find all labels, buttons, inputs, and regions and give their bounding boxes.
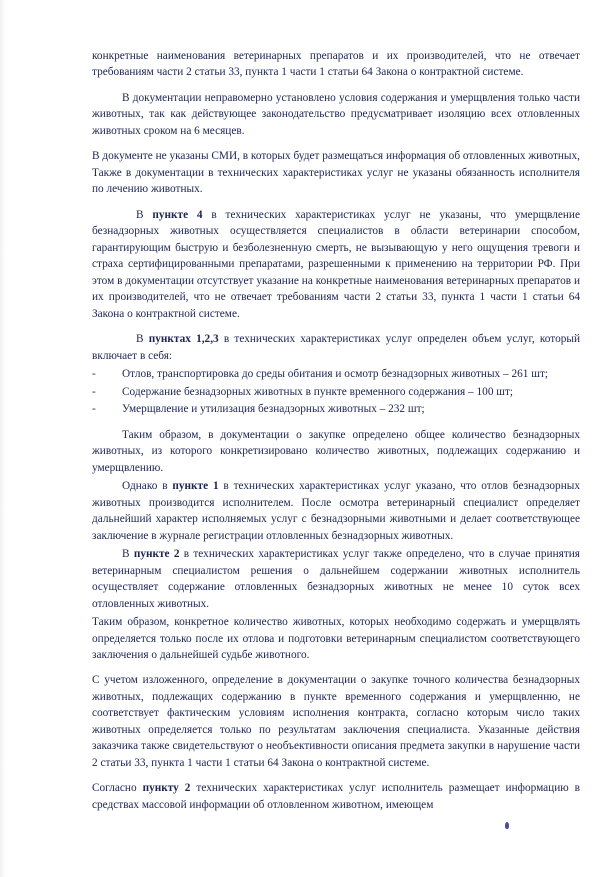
body-text: В xyxy=(122,548,134,561)
list-item xyxy=(92,401,580,417)
paragraph-10 xyxy=(92,672,580,771)
body-text: технических характеристиках услуг исполнитель размещает информацию в средствах массовой информации об отловленном животном, имеющем xyxy=(92,782,580,811)
body-text: Таким образом, конкретное количество животных, которых необходимо содержать и умерщвлять определяется только после их отлова и подготовки ветеринарным специалистом соответствующего заключения о дальнейшей судьбе животного. xyxy=(92,616,580,661)
list-item xyxy=(92,366,580,382)
list-dash: - xyxy=(92,368,96,381)
list-item-text: Отлов, транспортировка до среды обитания и осмотр безнадзорных животных – 261 шт; xyxy=(122,368,549,381)
emphasis-text: пункте 4 xyxy=(152,208,203,221)
body-text: С учетом изложенного, определение в документации о закупке точного количества безнадзорных животных, подлежащих содержанию в пункте временного содержания и умерщвленню, не соответствует фактическим условиям исполнения контракта, согласно которым число таких животных определяется только по результатам заключения специалиста. Указанные действия заказчика также свидетельствуют о необъективности описания предмета закупки в нарушение части 2 статьи 33, пункта 1 части 1 статьи 64 Закона о контрактной системе. xyxy=(92,674,580,769)
services-list xyxy=(92,366,580,417)
body-text: В документации неправомерно установлено условия содержания и умерщвления только части животных, так как действующее законодательство предусматривает изоляцию всех отловленных животных сроком на 6 месяцев. xyxy=(92,91,580,137)
body-text: Согласно xyxy=(92,782,143,795)
body-text: Однако в xyxy=(122,480,173,493)
body-text: В документе не указаны СМИ, в которых будет размещаться информация об отловленных животных, Также в документации в технических характеристиках услуг не указаны обязанность исполнителя по лечению животных. xyxy=(92,150,580,196)
paragraph-5 xyxy=(92,331,580,364)
emphasis-text: пункте 1 xyxy=(172,480,219,493)
body-text: В xyxy=(136,208,153,221)
document-body xyxy=(92,48,580,813)
paragraph-4 xyxy=(92,207,580,322)
paragraph-7 xyxy=(92,478,580,544)
paragraph-11 xyxy=(92,780,580,813)
ink-mark xyxy=(505,822,509,829)
paragraph-1 xyxy=(92,48,580,81)
paragraph-8 xyxy=(92,546,580,612)
emphasis-text: пункте 2 xyxy=(133,548,180,561)
paragraph-9 xyxy=(92,614,580,663)
paragraph-6 xyxy=(92,427,580,476)
emphasis-text: пункту 2 xyxy=(142,782,191,795)
body-text: в технических характеристиках услуг определен объем услуг, который включает в себя: xyxy=(92,333,581,362)
body-text: конкретные наименования ветеринарных препаратов и их производителей, что не отвечает требованиям части 2 статьи 33, пункта 1 части 1 статьи 64 Закона о контрактной системе. xyxy=(92,50,580,79)
list-dash: - xyxy=(92,403,96,416)
paragraph-2 xyxy=(92,90,580,139)
body-text: в технических характеристиках услуг указано, что отлов безнадзорных животных производится исполнителем. После осмотра ветеринарный специалист определяет дальнейший характер исполняемых услуг с безнадзорными животными и делает соответствующее заключение в журнале регистрации отловленных безнадзорных животных. xyxy=(92,480,580,542)
body-text: Таким образом, в документации о закупке определено общее количество безнадзорных животных, из которого конкретизировано количество животных, подлежащих содержанию и умерщвлению. xyxy=(92,428,580,474)
body-text: в технических характеристиках услуг не указаны, что умерщвление безнадзорных животных осуществляется специалистов в области ветеринарии способом, гарантирующим быструю и безболезненную смерть, не вызывающую у него ощущения тревоги и страха сертифицированными препаратами, разрешенными к применению на территории РФ. При этом в документации отсутствует указание на конкретные наименования ветеринарных препаратов и их производителей, что не отвечает требованиям части 2 статьи 33, пункта 1 части 1 статьи 64 Закона о контрактной системе. xyxy=(92,208,580,320)
list-dash: - xyxy=(92,385,96,398)
body-text: В xyxy=(136,333,149,346)
list-bottom-spacer xyxy=(92,419,580,427)
list-item xyxy=(92,384,580,400)
list-item-text: Содержание безнадзорных животных в пункте временного содержания – 100 шт; xyxy=(122,385,514,398)
page-left-edge xyxy=(0,0,6,877)
list-item-text: Умерщвление и утилизация безнадзорных животных – 232 шт; xyxy=(122,403,425,416)
emphasis-text: пунктах 1,2,3 xyxy=(148,333,219,346)
paragraph-3 xyxy=(92,148,580,197)
body-text: в технических характеристиках услуг также определено, что в случае принятия ветеринарным специалистом решения о дальнейшем содержании животных исполнитель осуществляет содержание отловленных безнадзорных животных не менее 10 суток всех отловленных животных. xyxy=(92,548,580,610)
